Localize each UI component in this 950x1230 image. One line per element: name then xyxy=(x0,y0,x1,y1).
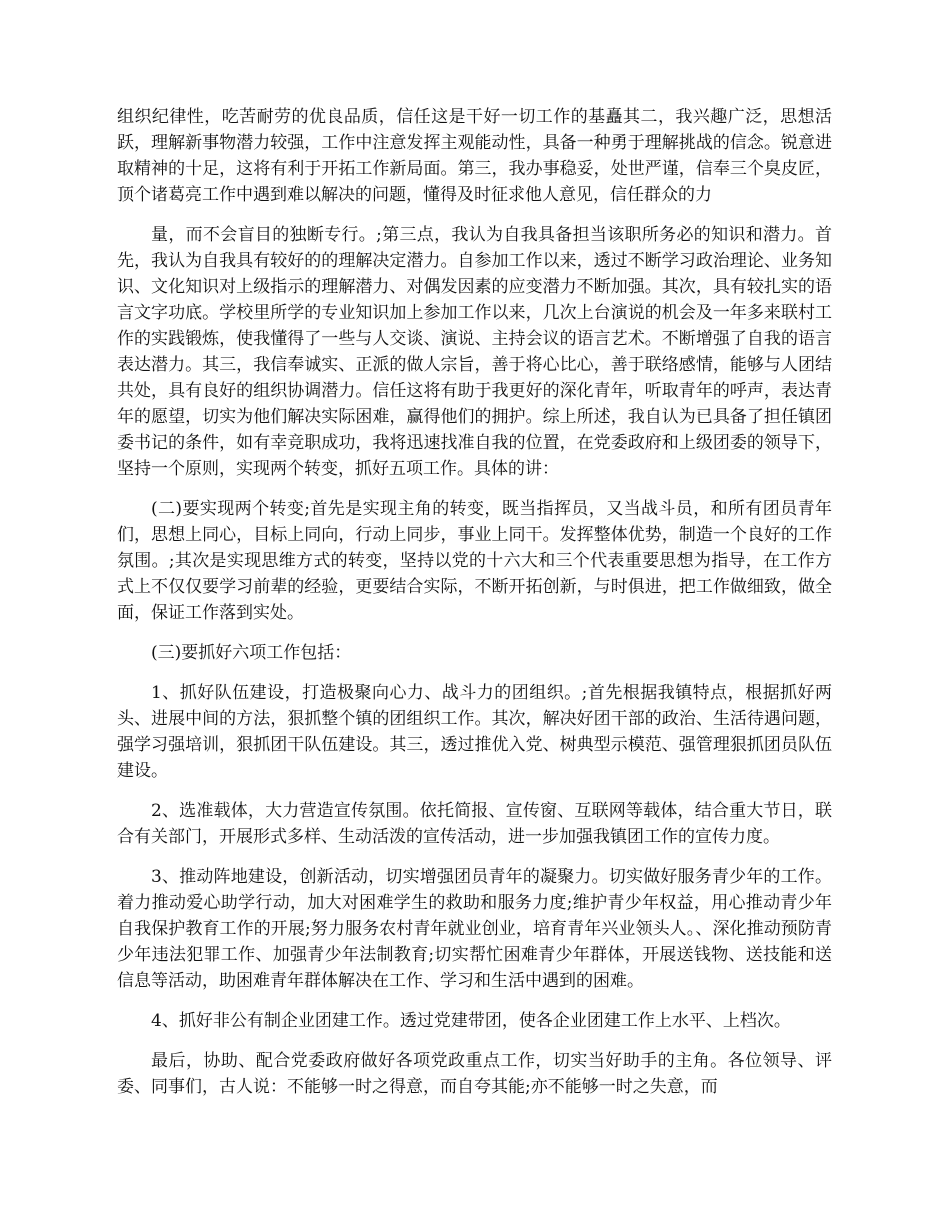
paragraph-4: (三)要抓好六项工作包括： xyxy=(151,643,352,663)
paragraph-3: (二)要实现两个转变;首先是实现主角的转变，既当指挥员，又当战斗员，和所有团员青年们，思想上同心，目标上同向，行动上同步，事业上同干。发挥整体优势，制造一个良好的工作氛围。;其次是实现思维方式的转变，坚持以党的十六大和三个代表重要思想为指导，在工作方式上不仅仅要学习前辈的经验，更要结合实际，不断开拓创新，与时俱进，把工作做细致，做全面，保证工作落到实处。 xyxy=(117,499,832,623)
paragraph-1: 组织纪律性，吃苦耐劳的优良品质，信任这是干好一切工作的基矗其二，我兴趣广泛，思想活跃，理解新事物潜力较强，工作中注意发挥主观能动性，具备一种勇于理解挑战的信念。锐意进取精神的十足，这将有利于开拓工作新局面。第三，我办事稳妥，处世严谨，信奉三个臭皮匠，顶个诸葛亮工作中遇到难以解决的问题，懂得及时征求他人意见，信任群众的力 xyxy=(117,107,832,205)
document-body xyxy=(117,104,832,1114)
paragraph-7: 3、推动阵地建设，创新活动，切实增强团员青年的凝聚力。切实做好服务青少年的工作。着力推动爱心助学行动，加大对困难学生的救助和服务力度;维护青少年权益，用心推动青少年自我保护教育工作的开展;努力服务农村青年就业创业，培育青年兴业领头人。、深化推动预防青少年违法犯罪工作、加强青少年法制教育;切实帮忙困难青少年群体，开展送钱物、送技能和送信息等活动，助困难青年群体解决在工作、学习和生活中遇到的困难。 xyxy=(117,867,832,991)
paragraph-5: 1、抓好队伍建设，打造极聚向心力、战斗力的团组织。;首先根据我镇特点，根据抓好两头、进展中间的方法，狠抓整个镇的团组织工作。其次，解决好团干部的政治、生活待遇问题，强学习强培训，狠抓团干队伍建设。其三，透过推优入党、树典型示模范、强管理狠抓团员队伍建设。 xyxy=(117,683,832,781)
paragraph-9: 最后，协助、配合党委政府做好各项党政重点工作，切实当好助手的主角。各位领导、评委、同事们，古人说：不能够一时之得意，而自夸其能;亦不能够一时之失意，而 xyxy=(117,1051,832,1097)
paragraph-6: 2、选准载体，大力营造宣传氛围。依托简报、宣传窗、互联网等载体，结合重大节日，联合有关部门，开展形式多样、生动活泼的宣传活动，进一步加强我镇团工作的宣传力度。 xyxy=(117,801,832,847)
paragraph-2: 量，而不会盲目的独断专行。;第三点，我认为自我具备担当该职所务必的知识和潜力。首先，我认为自我具有较好的的理解决定潜力。自参加工作以来，透过不断学习政治理论、业务知识、文化知识对上级指示的理解潜力、对偶发因素的应变潜力不断加强。其次，具有较扎实的语言文字功底。学校里所学的专业知识加上参加工作以来，几次上台演说的机会及一年多来联村工作的实践锻炼，使我懂得了一些与人交谈、演说、主持会议的语言艺术。不断增强了自我的语言表达潜力。其三，我信奉诚实、正派的做人宗旨，善于将心比心，善于联络感情，能够与人团结共处，具有良好的组织协调潜力。信任这将有助于我更好的深化青年，听取青年的呼声，表达青年的愿望，切实为他们解决实际困难，赢得他们的拥护。综上所述，我自认为已具备了担任镇团委书记的条件，如有幸竞职成功，我将迅速找准自我的位置，在党委政府和上级团委的领导下，坚持一个原则，实现两个转变，抓好五项工作。具体的讲： xyxy=(117,225,832,479)
paragraph-8: 4、抓好非公有制企业团建工作。透过党建带团，使各企业团建工作上水平、上档次。 xyxy=(151,1011,791,1031)
